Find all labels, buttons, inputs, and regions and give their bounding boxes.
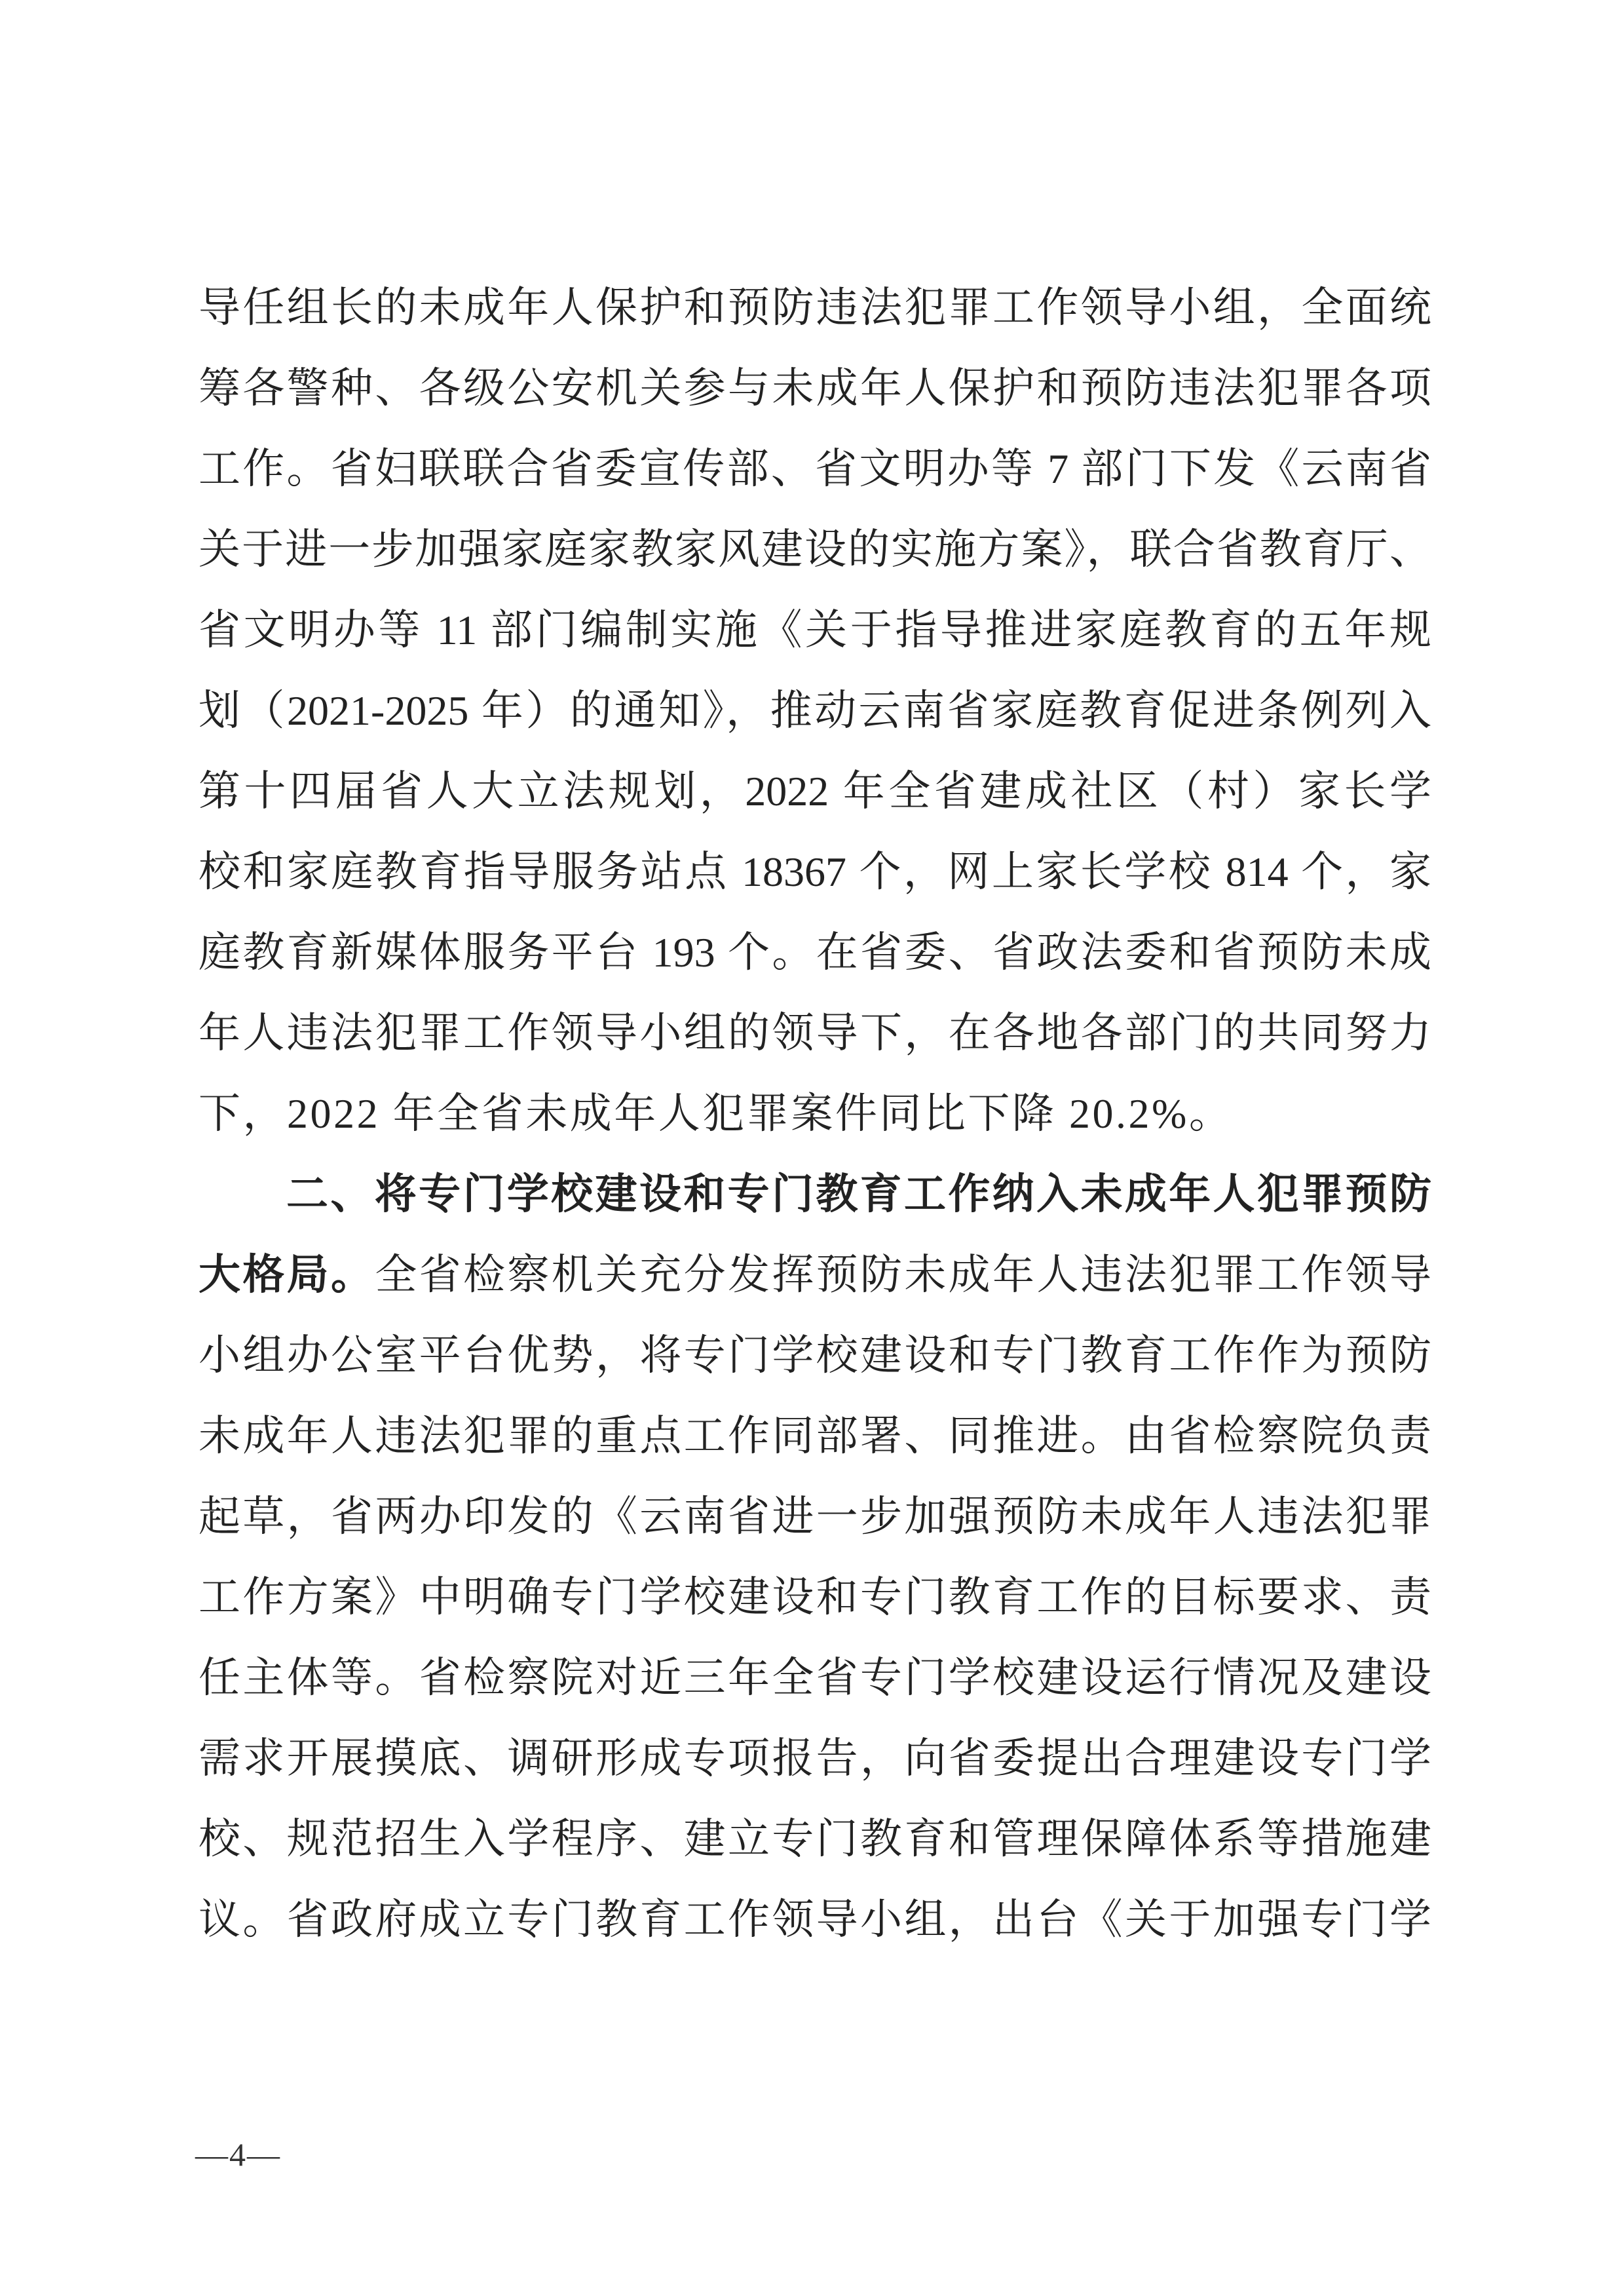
text-line xyxy=(198,267,1431,348)
text-line xyxy=(198,670,1431,751)
text-line xyxy=(198,1154,1431,1234)
text-line xyxy=(198,1315,1431,1396)
text-run: 起草，省两办印发的《云南省进一步加强预防未成年人违法犯罪 xyxy=(198,1493,1431,1540)
text-run: 工作方案》中明确专门学校建设和专门教育工作的目标要求、责 xyxy=(198,1574,1431,1620)
text-run: 校和家庭教育指导服务站点 18367 个，网上家长学校 814 个，家 xyxy=(198,849,1431,895)
text-line xyxy=(198,1718,1431,1799)
text-line xyxy=(198,1234,1431,1315)
text-line xyxy=(198,348,1431,429)
text-run: 年人违法犯罪工作领导小组的领导下，在各地各部门的共同努力 xyxy=(198,1010,1431,1056)
text-line xyxy=(198,1073,1431,1154)
text-line xyxy=(198,590,1431,670)
text-run: 第十四届省人大立法规划，2022 年全省建成社区（村）家长学 xyxy=(198,768,1431,814)
text-block xyxy=(198,267,1431,1960)
text-run: 未成年人违法犯罪的重点工作同部署、同推进。由省检察院负责 xyxy=(198,1413,1431,1459)
text-run: 划（2021-2025 年）的通知》，推动云南省家庭教育促进条例列入 xyxy=(198,687,1431,734)
text-run: 校、规范招生入学程序、建立专门教育和管理保障体系等措施建 xyxy=(198,1816,1431,1862)
text-line xyxy=(198,1557,1431,1637)
text-run: 工作。省妇联联合省委宣传部、省文明办等 7 部门下发《云南省 xyxy=(198,446,1431,492)
page-number-footer: —4— xyxy=(195,2136,281,2173)
text-run: 全省检察机关充分发挥预防未成年人违法犯罪工作领导 xyxy=(375,1252,1432,1298)
text-line xyxy=(198,912,1431,993)
text-run: 小组办公室平台优势，将专门学校建设和专门教育工作作为预防 xyxy=(198,1332,1431,1379)
text-line xyxy=(198,509,1431,590)
text-run: 导任组长的未成年人保护和预防违法犯罪工作领导小组，全面统 xyxy=(198,284,1431,331)
text-line xyxy=(198,832,1431,912)
text-line xyxy=(198,751,1431,832)
text-run: 筹各警种、各级公安机关参与未成年人保护和预防违法犯罪各项 xyxy=(198,365,1431,411)
bold-text-run: 二、将专门学校建设和专门教育工作纳入未成年人犯罪预防 xyxy=(286,1170,1431,1217)
text-line xyxy=(198,993,1431,1073)
text-line xyxy=(198,1637,1431,1718)
text-line xyxy=(198,1476,1431,1557)
text-line xyxy=(198,1879,1431,1960)
text-run: 下，2022 年全省未成年人犯罪案件同比下降 20.2%。 xyxy=(198,1090,1234,1137)
text-run: 庭教育新媒体服务平台 193 个。在省委、省政法委和省预防未成 xyxy=(198,929,1431,976)
text-run: 议。省政府成立专门教育工作领导小组，出台《关于加强专门学 xyxy=(198,1896,1431,1943)
text-run: 需求开展摸底、调研形成专项报告，向省委提出合理建设专门学 xyxy=(198,1735,1431,1782)
text-line xyxy=(198,1396,1431,1476)
text-run: 关于进一步加强家庭家教家风建设的实施方案》，联合省教育厅、 xyxy=(198,526,1431,573)
text-run: 省文明办等 11 部门编制实施《关于指导推进家庭教育的五年规 xyxy=(198,607,1431,653)
text-line xyxy=(198,429,1431,509)
text-run: 任主体等。省检察院对近三年全省专门学校建设运行情况及建设 xyxy=(198,1655,1431,1701)
text-line xyxy=(198,1799,1431,1879)
bold-text-run: 大格局。 xyxy=(198,1251,375,1298)
